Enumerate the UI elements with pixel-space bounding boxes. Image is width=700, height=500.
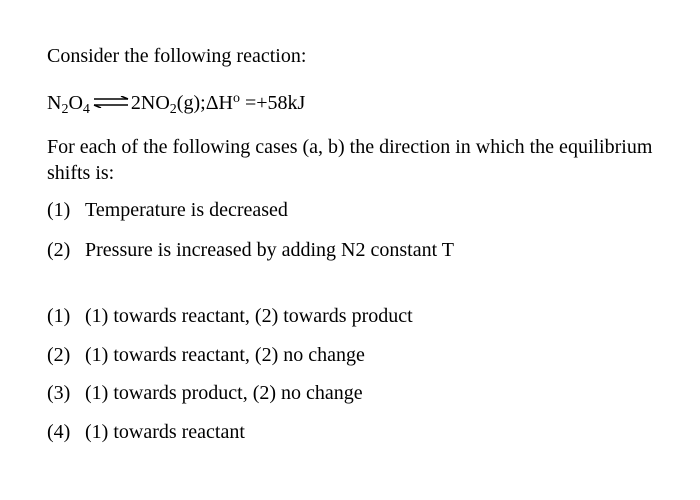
enthalpy-symbol: ΔH bbox=[205, 92, 233, 114]
answer-option-1[interactable] bbox=[47, 304, 413, 328]
product-subscript-2: 2 bbox=[169, 102, 177, 117]
enthalpy-value: =+58kJ bbox=[245, 92, 306, 114]
case-item bbox=[47, 198, 288, 222]
option-number: (1) bbox=[47, 305, 71, 327]
option-number: (2) bbox=[47, 344, 71, 366]
option-number: (3) bbox=[47, 382, 71, 404]
case-number: (2) bbox=[47, 239, 71, 261]
product-state: (g); bbox=[176, 92, 206, 114]
case-text: Temperature is decreased bbox=[85, 199, 288, 221]
case-item bbox=[47, 238, 454, 262]
standard-state-superscript: o bbox=[233, 91, 240, 106]
reactant-o: O bbox=[68, 92, 83, 114]
case-number: (1) bbox=[47, 199, 71, 221]
option-text: (1) towards reactant bbox=[85, 421, 245, 443]
option-text: (1) towards product, (2) no change bbox=[85, 382, 363, 404]
case-text: Pressure is increased by adding N2 constant T bbox=[85, 239, 454, 261]
product-no: 2NO bbox=[130, 92, 170, 114]
answer-option-4[interactable] bbox=[47, 420, 245, 444]
reactant-subscript-4: 4 bbox=[82, 102, 90, 117]
option-text: (1) towards reactant, (2) no change bbox=[85, 344, 365, 366]
answer-option-3[interactable] bbox=[47, 381, 363, 405]
option-text: (1) towards reactant, (2) towards product bbox=[85, 305, 413, 327]
option-number: (4) bbox=[47, 421, 71, 443]
reactant-n: N bbox=[47, 92, 62, 114]
question-instruction: For each of the following cases (a, b) the direction in which the equilibrium shifts is: bbox=[47, 136, 653, 184]
equilibrium-arrow-icon bbox=[92, 96, 130, 108]
question-intro: Consider the following reaction: bbox=[47, 45, 307, 67]
answer-option-2[interactable] bbox=[47, 343, 365, 367]
reactant-subscript-2: 2 bbox=[61, 102, 69, 117]
chemical-equation bbox=[47, 91, 305, 115]
